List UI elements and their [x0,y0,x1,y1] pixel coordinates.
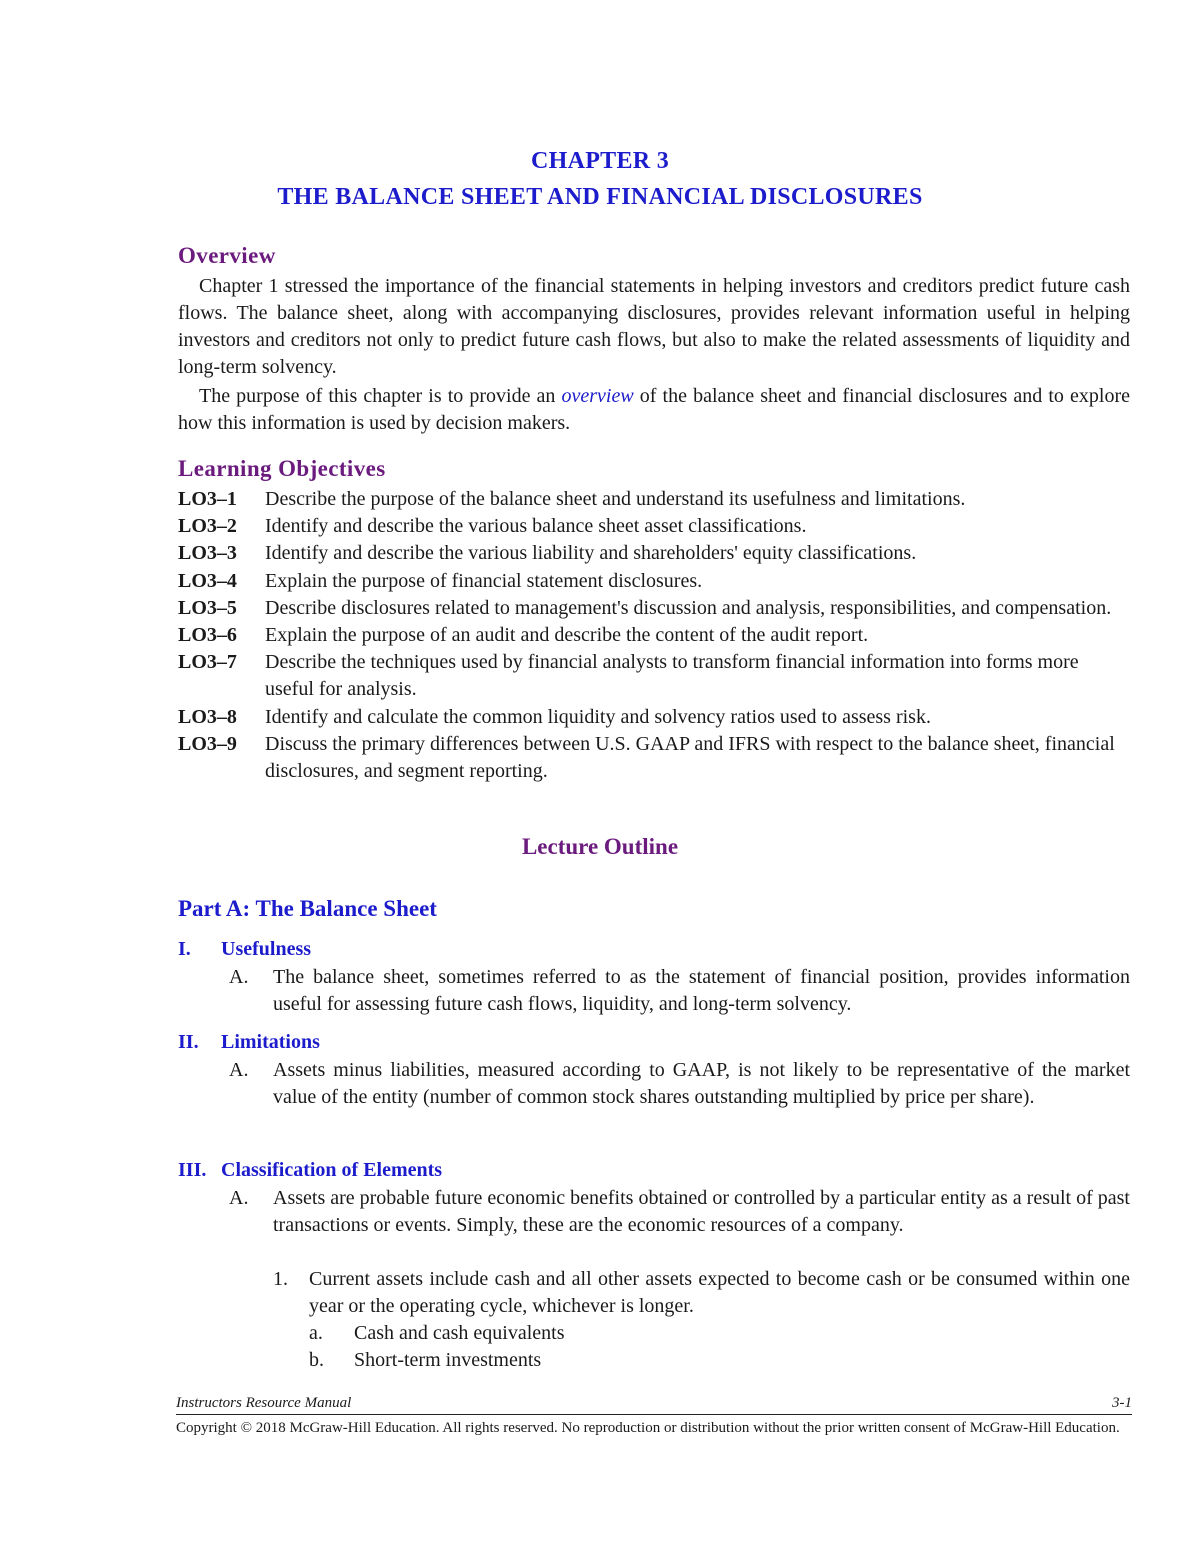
chapter-number: CHAPTER 3 [530,148,670,174]
item-marker: A. [229,1059,249,1081]
objective-code: LO3–7 [178,651,237,674]
overview-emphasis: overview [561,385,634,407]
learning-objective [178,568,1130,595]
overview-paragraph-1 [178,273,1130,381]
section-heading-limitations [178,1031,320,1054]
section-heading-usefulness [178,938,311,961]
overview-paragraph-2-end: of the balance sheet and financial disclosures and to explore how this information is used by decision makers. [178,385,1130,434]
objective-code: LO3–8 [178,705,237,728]
objective-code: LO3–3 [178,542,237,565]
overview-paragraph-2-start: The purpose of this chapter is to provide an [199,385,562,407]
subsubitem-marker: b. [309,1349,324,1371]
subitem-text: Current assets include cash and all other assets expected to become cash or be consumed within one year or the operating cycle, whichever is longer. [309,1268,1130,1317]
overview-paragraph-2 [178,383,1130,437]
section-number: I. [178,938,191,960]
objective-text: Discuss the primary differences between U.S. GAAP and IFRS with respect to the balance sheet, financial disclosures, and segment reporting. [265,732,1115,783]
learning-objective [178,731,1130,785]
part-a-heading: Part A: The Balance Sheet [178,896,437,921]
learning-objective [178,595,1130,622]
learning-objective [178,649,1130,703]
section-number: II. [178,1031,199,1053]
outline-item [229,1057,1130,1111]
footer-page-number: 3-1 [1112,1395,1132,1411]
objective-text: Describe the purpose of the balance sheet and understand its usefulness and limitations. [265,488,966,510]
objective-text: Identify and describe the various balance sheet asset classifications. [265,515,807,538]
outline-subsubitem [309,1320,1130,1347]
objective-code: LO3–1 [178,488,237,510]
learning-objective [178,513,1130,540]
item-marker: A. [229,966,249,988]
outline-subitem [273,1266,1130,1320]
objective-text: Explain the purpose of an audit and describe the content of the audit report. [265,624,869,647]
section-number: III. [178,1159,207,1181]
item-text: The balance sheet, sometimes referred to as the statement of financial position, provides information useful for assessing future cash flows, liquidity, and long-term solvency. [273,966,1130,1015]
objective-code: LO3–5 [178,596,237,619]
objective-text: Identify and describe the various liability and shareholders' equity classifications. [265,542,917,565]
overview-heading: Overview [178,243,276,268]
objective-text: Describe disclosures related to management's discussion and analysis, responsibilities, and compensation. [265,596,1112,619]
section-title: Usefulness [221,938,312,960]
objective-code: LO3–9 [178,732,237,755]
subsubitem-marker: a. [309,1322,323,1344]
footer-manual-title: Instructors Resource Manual [176,1395,352,1411]
footer-rule [176,1414,1132,1415]
learning-objectives-list [178,486,1130,785]
item-text: Assets are probable future economic benefits obtained or controlled by a particular entity as a result of past transactions or events. Simply, these are the economic resources of a company. [273,1187,1130,1236]
outline-subsubitem [309,1347,1130,1374]
outline-item [229,964,1130,1018]
learning-objective [178,704,1130,731]
objective-code: LO3–6 [178,624,237,647]
item-text: Assets minus liabilities, measured according to GAAP, is not likely to be representative of the market value of the entity (number of common stock shares outstanding multiplied by price per share). [273,1059,1130,1108]
objective-code: LO3–4 [178,569,237,592]
chapter-title: THE BALANCE SHEET AND FINANCIAL DISCLOSURES [277,184,923,210]
objective-text: Explain the purpose of financial statement disclosures. [265,569,703,592]
section-heading-classification [178,1159,442,1182]
learning-objectives-heading: Learning Objectives [178,456,386,481]
objective-text: Identify and calculate the common liquidity and solvency ratios used to assess risk. [265,705,931,728]
footer-copyright: Copyright © 2018 McGraw-Hill Education. All rights reserved. No reproduction or distribution without the prior written consent of McGraw-Hill Education. [176,1420,1120,1436]
objective-text: Describe the techniques used by financial analysts to transform financial information into forms more useful for analysis. [265,651,1079,701]
learning-objective [178,622,1130,649]
learning-objective [178,486,1130,513]
lecture-outline-heading: Lecture Outline [521,834,679,859]
overview-paragraph-1-text: Chapter 1 stressed the importance of the financial statements in helping investors and creditors predict future cash flows. The balance sheet, along with accompanying disclosures, provides relevant information useful in helping investors and creditors not only to predict future cash flows, but also to make the related assessments of liquidity and long-term solvency. [178,275,1130,378]
subsubitem-text: Short-term investments [354,1349,542,1371]
learning-objective [178,540,1130,567]
subitem-marker: 1. [273,1268,288,1290]
item-marker: A. [229,1187,249,1209]
outline-item [229,1185,1130,1239]
objective-code: LO3–2 [178,515,237,538]
subsubitem-text: Cash and cash equivalents [354,1322,565,1344]
section-title: Limitations [221,1031,320,1053]
section-title: Classification of Elements [221,1159,443,1181]
